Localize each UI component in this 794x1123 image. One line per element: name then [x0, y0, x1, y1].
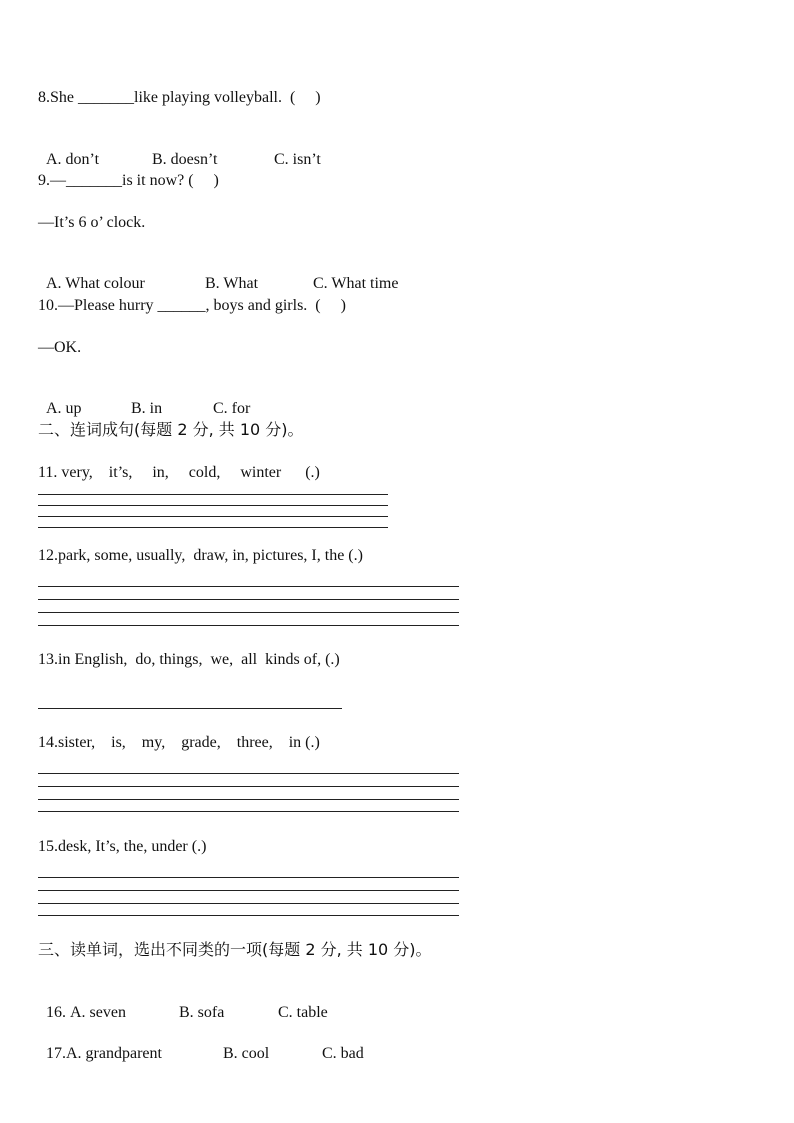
question-8: 8.She _______like playing volleyball. ( ) — [38, 89, 321, 106]
question-10-answer: —OK. — [38, 339, 82, 356]
option-a[interactable]: A. don’t — [46, 151, 100, 168]
answer-line[interactable] — [38, 786, 459, 787]
section-2-heading: 二、连词成句(每题 2 分, 共 10 分)。 — [38, 420, 304, 439]
option-a[interactable]: A. What colour — [46, 275, 145, 292]
answer-line[interactable] — [38, 903, 459, 904]
option-b[interactable]: B. cool — [223, 1045, 270, 1062]
question-9-answer: —It’s 6 o’ clock. — [38, 214, 146, 231]
answer-line[interactable] — [38, 799, 459, 800]
question-12: 12.park, some, usually, draw, in, pictures, I, the (.) — [38, 547, 363, 564]
question-8-options — [38, 130, 321, 170]
question-14: 14.sister, is, my, grade, three, in (.) — [38, 734, 320, 751]
question-number: 17. — [46, 1045, 66, 1062]
answer-line[interactable] — [38, 505, 388, 506]
option-a[interactable]: A. grandparent — [66, 1045, 162, 1062]
question-9-options — [38, 254, 398, 294]
answer-line[interactable] — [38, 527, 388, 528]
option-c[interactable]: C. bad — [322, 1045, 364, 1062]
option-b[interactable]: B. in — [131, 400, 163, 417]
question-11: 11. very, it’s, in, cold, winter (.) — [38, 464, 320, 481]
answer-line[interactable] — [38, 586, 459, 587]
answer-line[interactable] — [38, 708, 342, 709]
answer-line[interactable] — [38, 625, 459, 626]
question-10-options — [38, 379, 250, 419]
answer-line[interactable] — [38, 915, 459, 916]
question-10: 10.—Please hurry ______, boys and girls. ( ) — [38, 297, 346, 314]
option-c[interactable]: C. What time — [313, 275, 399, 292]
option-b[interactable]: B. What — [205, 275, 259, 292]
answer-line[interactable] — [38, 890, 459, 891]
answer-line[interactable] — [38, 773, 459, 774]
question-number: 16. — [46, 1004, 66, 1021]
option-c[interactable]: C. for — [213, 400, 251, 417]
option-c[interactable]: C. isn’t — [274, 151, 321, 168]
option-a[interactable]: A. seven — [70, 1004, 126, 1021]
answer-line[interactable] — [38, 612, 459, 613]
section-3-heading: 三、读单词，选出不同类的一项(每题 2 分, 共 10 分)。 — [38, 940, 432, 959]
option-c[interactable]: C. table — [278, 1004, 328, 1021]
question-15: 15.desk, It’s, the, under (.) — [38, 838, 207, 855]
question-13: 13.in English, do, things, we, all kinds of, (.) — [38, 651, 340, 668]
option-a[interactable]: A. up — [46, 400, 82, 417]
question-16 — [38, 983, 328, 1023]
answer-line[interactable] — [38, 877, 459, 878]
option-b[interactable]: B. doesn’t — [152, 151, 218, 168]
option-b[interactable]: B. sofa — [179, 1004, 225, 1021]
answer-line[interactable] — [38, 599, 459, 600]
question-9: 9.—_______is it now? ( ) — [38, 172, 219, 189]
question-17 — [38, 1024, 364, 1064]
answer-line[interactable] — [38, 516, 388, 517]
answer-line[interactable] — [38, 811, 459, 812]
answer-line[interactable] — [38, 494, 388, 495]
